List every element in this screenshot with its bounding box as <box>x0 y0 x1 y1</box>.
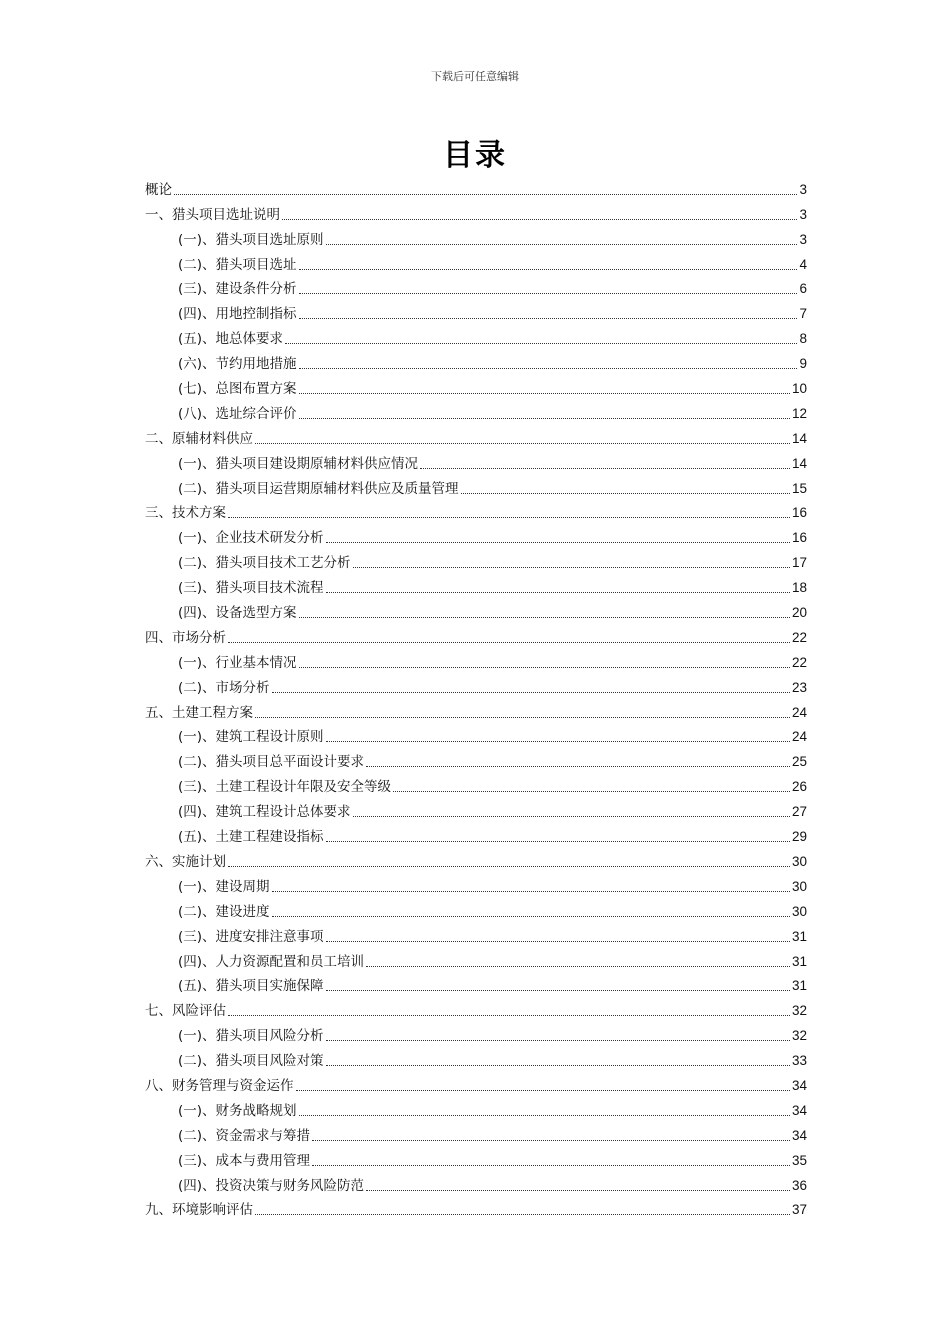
toc-entry-page-number: 25 <box>791 754 807 770</box>
toc-dot-leader <box>326 990 790 991</box>
toc-dot-leader <box>228 642 790 643</box>
toc-entry-text: 三、技术方案 <box>145 505 226 522</box>
toc-dot-leader <box>326 741 790 742</box>
toc-dot-leader <box>228 1015 790 1016</box>
toc-entry-text: 六、实施计划 <box>145 853 226 870</box>
toc-entry-text: 八、财务管理与资金运作 <box>145 1077 294 1094</box>
toc-entry[interactable] <box>145 498 807 523</box>
toc-entry[interactable] <box>145 1045 807 1070</box>
toc-entry-page-number: 17 <box>791 555 807 571</box>
toc-entry[interactable] <box>145 1020 807 1045</box>
toc-entry[interactable] <box>145 672 807 697</box>
toc-entry-page-number: 35 <box>791 1152 807 1168</box>
toc-dot-leader <box>299 418 790 419</box>
toc-dot-leader <box>326 542 790 543</box>
toc-entry[interactable] <box>145 199 807 224</box>
toc-dot-leader <box>174 194 797 195</box>
toc-dot-leader <box>299 318 798 319</box>
toc-dot-leader <box>312 1165 790 1166</box>
toc-entry-text: (二)、猎头项目运营期原辅材料供应及质量管理 <box>178 480 459 497</box>
toc-entry-text: 一、猎头项目选址说明 <box>145 206 280 223</box>
toc-entry-text: (四)、投资决策与财务风险防范 <box>178 1177 365 1194</box>
toc-dot-leader <box>282 219 797 220</box>
toc-dot-leader <box>393 791 790 792</box>
toc-entry-text: (四)、人力资源配置和员工培训 <box>178 953 365 970</box>
toc-entry-page-number: 14 <box>791 430 807 446</box>
toc-entry-text: 二、原辅材料供应 <box>145 430 253 447</box>
toc-dot-leader <box>296 1090 790 1091</box>
toc-entry-page-number: 32 <box>791 1003 807 1019</box>
toc-entry[interactable] <box>145 398 807 423</box>
toc-dot-leader <box>366 766 790 767</box>
toc-entry-page-number: 16 <box>791 530 807 546</box>
toc-entry-page-number: 20 <box>791 605 807 621</box>
toc-dot-leader <box>255 717 790 718</box>
toc-entry-text: 七、风险评估 <box>145 1003 226 1020</box>
toc-entry[interactable] <box>145 423 807 448</box>
toc-entry[interactable] <box>145 1195 807 1220</box>
toc-entry[interactable] <box>145 647 807 672</box>
toc-entry-page-number: 10 <box>791 381 807 397</box>
toc-entry[interactable] <box>145 249 807 274</box>
toc-entry[interactable] <box>145 995 807 1020</box>
toc-entry-page-number: 30 <box>791 878 807 894</box>
toc-entry[interactable] <box>145 946 807 971</box>
toc-dot-leader <box>326 244 798 245</box>
toc-entry-text: (一)、行业基本情况 <box>178 654 297 671</box>
toc-entry[interactable] <box>145 572 807 597</box>
toc-entry[interactable] <box>145 846 807 871</box>
toc-entry-page-number: 30 <box>791 903 807 919</box>
toc-entry-text: (二)、建设进度 <box>178 903 270 920</box>
toc-entry[interactable] <box>145 971 807 996</box>
toc-entry-text: (五)、地总体要求 <box>178 331 284 348</box>
toc-entry-page-number: 14 <box>791 455 807 471</box>
toc-dot-leader <box>461 493 790 494</box>
toc-entry-page-number: 18 <box>791 580 807 596</box>
toc-entry[interactable] <box>145 1120 807 1145</box>
toc-entry[interactable] <box>145 298 807 323</box>
toc-entry-page-number: 32 <box>791 1028 807 1044</box>
toc-entry-text: (三)、建设条件分析 <box>178 281 297 298</box>
toc-entry-text: (三)、猎头项目技术流程 <box>178 580 324 597</box>
toc-entry-text: (四)、设备选型方案 <box>178 605 297 622</box>
table-of-contents <box>145 174 807 1219</box>
toc-entry-text: (八)、选址综合评价 <box>178 405 297 422</box>
toc-entry-text: (四)、建筑工程设计总体要求 <box>178 804 351 821</box>
toc-entry-text: (二)、市场分析 <box>178 679 270 696</box>
toc-entry[interactable] <box>145 921 807 946</box>
toc-entry[interactable] <box>145 224 807 249</box>
toc-entry[interactable] <box>145 597 807 622</box>
toc-entry-text: (一)、财务战略规划 <box>178 1102 297 1119</box>
toc-entry-page-number: 7 <box>799 306 807 322</box>
toc-entry-page-number: 34 <box>791 1077 807 1093</box>
toc-dot-leader <box>326 1040 790 1041</box>
toc-entry-page-number: 9 <box>799 356 807 372</box>
toc-entry-page-number: 22 <box>791 654 807 670</box>
toc-entry-page-number: 24 <box>791 704 807 720</box>
toc-entry[interactable] <box>145 174 807 199</box>
toc-dot-leader <box>228 866 790 867</box>
toc-dot-leader <box>299 617 790 618</box>
toc-entry-page-number: 15 <box>791 480 807 496</box>
toc-entry-text: (三)、土建工程设计年限及安全等级 <box>178 779 392 796</box>
toc-entry-text: (一)、建设周期 <box>178 878 270 895</box>
header-note: 下载后可任意编辑 <box>431 70 519 83</box>
toc-entry-page-number: 6 <box>799 281 807 297</box>
toc-dot-leader <box>299 368 798 369</box>
toc-entry[interactable] <box>145 522 807 547</box>
toc-dot-leader <box>299 667 790 668</box>
toc-entry-page-number: 34 <box>791 1127 807 1143</box>
toc-dot-leader <box>299 269 798 270</box>
toc-entry-text: (一)、猎头项目选址原则 <box>178 231 324 248</box>
toc-entry[interactable] <box>145 348 807 373</box>
toc-entry-text: (一)、猎头项目风险分析 <box>178 1028 324 1045</box>
toc-entry-text: 九、环境影响评估 <box>145 1202 253 1219</box>
toc-dot-leader <box>228 517 790 518</box>
toc-entry[interactable] <box>145 473 807 498</box>
toc-entry[interactable] <box>145 1070 807 1095</box>
toc-entry-text: (二)、猎头项目技术工艺分析 <box>178 555 351 572</box>
toc-entry-page-number: 3 <box>799 231 807 247</box>
toc-dot-leader <box>353 567 790 568</box>
toc-entry[interactable] <box>145 274 807 299</box>
toc-entry[interactable] <box>145 746 807 771</box>
toc-dot-leader <box>255 443 790 444</box>
toc-entry[interactable] <box>145 1170 807 1195</box>
toc-entry[interactable] <box>145 323 807 348</box>
toc-dot-leader <box>366 1190 790 1191</box>
toc-entry-page-number: 30 <box>791 853 807 869</box>
toc-entry[interactable] <box>145 896 807 921</box>
toc-dot-leader <box>285 343 797 344</box>
toc-entry-page-number: 4 <box>799 256 807 272</box>
toc-entry-text: (二)、猎头项目总平面设计要求 <box>178 754 365 771</box>
toc-dot-leader <box>272 891 790 892</box>
toc-dot-leader <box>255 1214 790 1215</box>
toc-entry-text: (二)、资金需求与筹措 <box>178 1127 311 1144</box>
toc-entry-text: (五)、猎头项目实施保障 <box>178 978 324 995</box>
toc-entry[interactable] <box>145 622 807 647</box>
toc-entry-page-number: 27 <box>791 804 807 820</box>
toc-dot-leader <box>312 1140 790 1141</box>
toc-entry[interactable] <box>145 871 807 896</box>
toc-entry-text: 五、土建工程方案 <box>145 704 253 721</box>
toc-entry-text: (二)、猎头项目选址 <box>178 256 297 273</box>
toc-entry-page-number: 24 <box>791 729 807 745</box>
toc-entry[interactable] <box>145 1095 807 1120</box>
toc-entry-text: (一)、企业技术研发分析 <box>178 530 324 547</box>
toc-dot-leader <box>299 293 798 294</box>
toc-entry-page-number: 22 <box>791 629 807 645</box>
toc-dot-leader <box>272 916 790 917</box>
toc-entry-page-number: 34 <box>791 1102 807 1118</box>
toc-entry-text: (一)、猎头项目建设期原辅材料供应情况 <box>178 455 419 472</box>
toc-entry-page-number: 29 <box>791 829 807 845</box>
toc-entry-page-number: 33 <box>791 1053 807 1069</box>
toc-entry-page-number: 36 <box>791 1177 807 1193</box>
toc-dot-leader <box>326 841 790 842</box>
toc-entry-text: (三)、成本与费用管理 <box>178 1152 311 1169</box>
toc-entry-page-number: 3 <box>799 181 807 197</box>
toc-entry-text: (二)、猎头项目风险对策 <box>178 1053 324 1070</box>
toc-entry[interactable] <box>145 448 807 473</box>
toc-dot-leader <box>366 966 790 967</box>
toc-entry-page-number: 37 <box>791 1202 807 1218</box>
toc-entry[interactable] <box>145 373 807 398</box>
toc-entry-page-number: 31 <box>791 953 807 969</box>
toc-dot-leader <box>420 468 790 469</box>
toc-entry[interactable] <box>145 796 807 821</box>
toc-entry-page-number: 3 <box>799 206 807 222</box>
toc-dot-leader <box>326 592 790 593</box>
toc-dot-leader <box>299 393 790 394</box>
toc-entry[interactable] <box>145 722 807 747</box>
toc-dot-leader <box>326 1065 790 1066</box>
toc-entry-text: (三)、进度安排注意事项 <box>178 928 324 945</box>
toc-entry[interactable] <box>145 547 807 572</box>
toc-entry-text: 概论 <box>145 181 172 198</box>
toc-entry-page-number: 23 <box>791 679 807 695</box>
toc-entry-text: 四、市场分析 <box>145 629 226 646</box>
toc-entry-page-number: 16 <box>791 505 807 521</box>
toc-entry[interactable] <box>145 1145 807 1170</box>
toc-entry-page-number: 8 <box>799 331 807 347</box>
toc-dot-leader <box>299 1115 790 1116</box>
toc-entry[interactable] <box>145 697 807 722</box>
toc-dot-leader <box>272 692 790 693</box>
toc-dot-leader <box>326 941 790 942</box>
toc-entry-text: (六)、节约用地措施 <box>178 356 297 373</box>
toc-entry[interactable] <box>145 821 807 846</box>
toc-entry[interactable] <box>145 771 807 796</box>
toc-dot-leader <box>353 816 790 817</box>
toc-entry-page-number: 31 <box>791 928 807 944</box>
toc-title: 目录 <box>443 138 507 173</box>
toc-entry-page-number: 12 <box>791 405 807 421</box>
toc-entry-text: (七)、总图布置方案 <box>178 381 297 398</box>
toc-entry-text: (五)、土建工程建设指标 <box>178 829 324 846</box>
toc-entry-page-number: 26 <box>791 779 807 795</box>
toc-entry-page-number: 31 <box>791 978 807 994</box>
toc-entry-text: (一)、建筑工程设计原则 <box>178 729 324 746</box>
toc-entry-text: (四)、用地控制指标 <box>178 306 297 323</box>
